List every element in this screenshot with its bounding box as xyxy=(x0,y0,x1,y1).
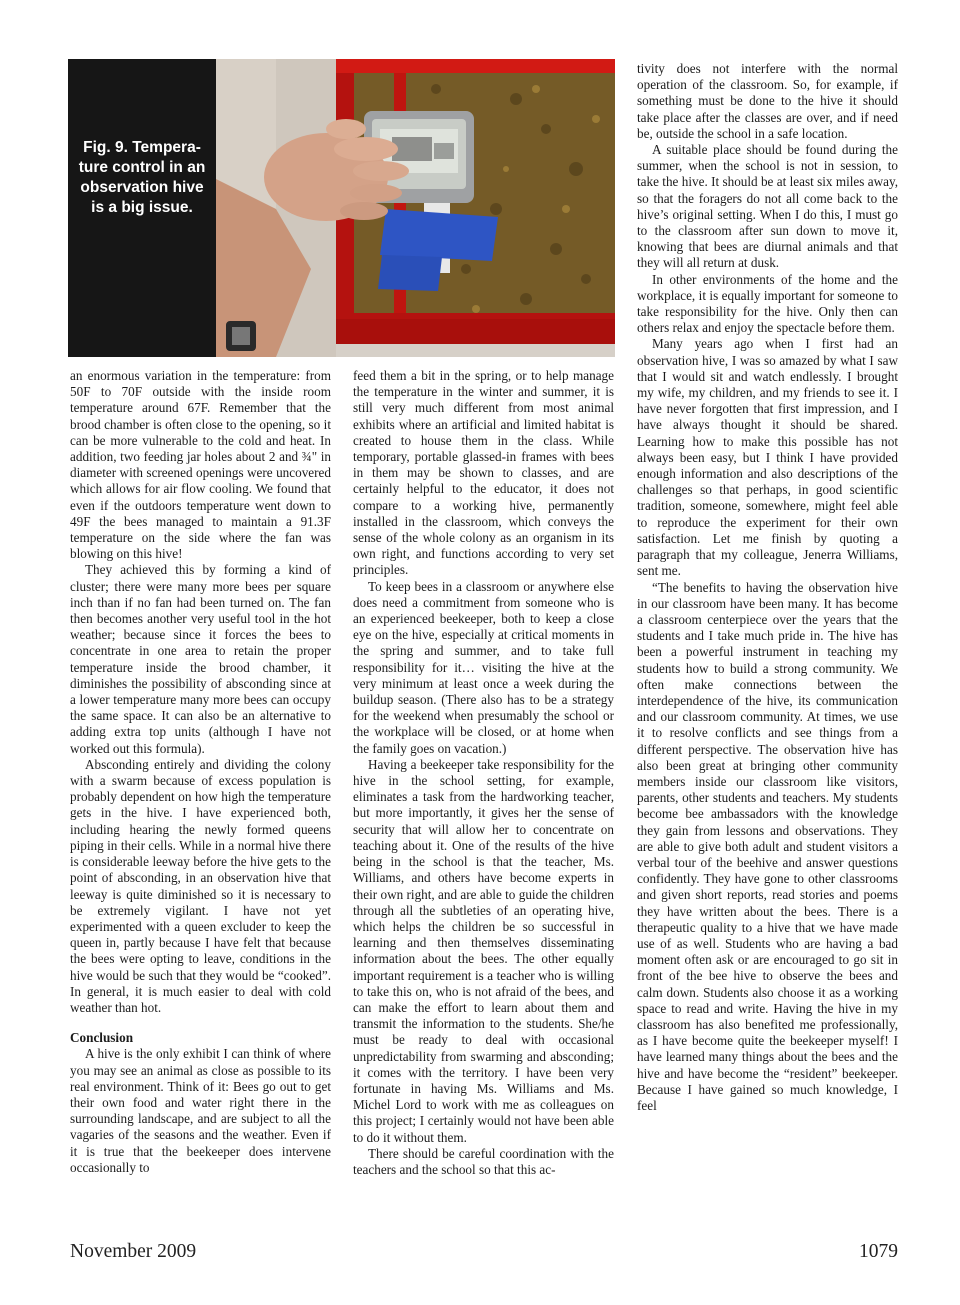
paragraph: A hive is the only exhibit I can think of where you may see an animal as close as possible to its real environment. Think of it: Bees go out to get their own food and water right there in the surrounding landscape, and are subject to all the vagaries of the seasons and the weather. Even if it is true that the beekeeper does intervene occasionally to xyxy=(70,1046,331,1175)
paragraph: an enormous variation in the temperature: from 50F to 70F outside with the inside room temperature around 67F. Remember that the brood chamber is often close to the opening, so it can be more vulnerable to the cold and heat. In addition, two feeding jar holes about 2 and ¾" in diameter with screened openings were uncovered which allows for air flow cooling. We found that even if the outdoors temperature went down to 49F the bees managed to maintain a 91.3F temperature on the side where the fan was blowing on this hive! xyxy=(70,368,331,562)
figure-photo-thermometer-hive xyxy=(216,59,615,357)
text-column-3 xyxy=(637,61,898,1114)
figure-9 xyxy=(68,59,615,357)
text-column-2 xyxy=(353,368,614,1178)
issue-date: November 2009 xyxy=(70,1241,197,1262)
paragraph: Absconding entirely and dividing the colony with a swarm because of excess population is probably dependent on how high the temperature gets in the hive. I have experienced both, including hearing the newly formed queens piping in their cells. While in a normal hive there is considerable leeway before the hive gets to the point of absconding, in an observation hive that leeway is quite diminished so it is necessary to be extremely vigilant. I have not yet experimented with a queen excluder to keep the queen in, partly because I have felt that because the bees were opting to leave, conditions in the hive would be such that they would be “cooked”. In general, it is much easier to deal with cold weather than hot. xyxy=(70,756,331,1015)
text-column-1 xyxy=(70,368,331,1176)
paragraph: Many years ago when I first had an observation hive, I was so amazed by what I saw that I would sit and watch endlessly. I brought my wife, my children, and my friends to see it. I have never forgotten that first impression, and I have always thought it should be shared. Learning how to make this possible has not always been easy, but I think I have provided enough information and also descriptions of the challenges so that perhaps, in good scientific tradition, someone, somewhere, might feel able to reproduce the experiment for their own satisfaction. Let me finish by quoting a paragraph that my colleague, Jenerra Williams, sent me. xyxy=(637,336,898,579)
paragraph: Having a beekeeper take responsibility for the hive in the school setting, for example, eliminates a task from the hardworking teacher, but more importantly, it gives her the sense of security that will allow her to concentrate on teaching about it. One of the results of the hive being in the school is that the teacher, Ms. Williams, and others have become experts in their own right, and are able to guide the children through all the subtleties of an operating hive, which helps the children be so successful in learning and then themselves disseminating information about the bees. The other equally important requirement is a teacher who is willing to take this on, who is not afraid of the bees, and can make the effort to learn about them and transmit the information to the students. She/he must be ready to deal with occasional unpredictability from swarming and absconding; it comes with the territory. I have been very fortunate in having Ms. Williams and Ms. Michel Lord to work with me as colleagues on this project; I certainly would not have been able to do it without them. xyxy=(353,756,614,1145)
paragraph: To keep bees in a classroom or anywhere else does need a commitment from someone who is an experienced beekeeper, both to keep a close eye on the hive, especially at critical moments in the spring and summer, and to take full responsibility for it… visiting the hive at the very minimum at least once a week during the buildup season. (There also has to be a strategy for the weekend when presumably the school or the workplace will be closed, or at home when the family goes on vacation.) xyxy=(353,578,614,756)
figure-caption-panel xyxy=(68,59,216,357)
paragraph: tivity does not interfere with the normal operation of the classroom. So, for example, if something must be done to the hive it should take place after the classes are over, and if need be, outside the school in a safe location. xyxy=(637,61,898,141)
section-heading-conclusion: Conclusion xyxy=(70,1030,134,1046)
page-number: 1079 xyxy=(859,1241,898,1262)
figure-caption: Fig. 9. Tempera-ture control in an observation hive is a big issue. xyxy=(78,139,206,216)
paragraph: A suitable place should be found during the summer, when the school is not in session, to take the hive. It should be at least six miles away, so that the foragers do not all come back to the hive’s original setting. When I do this, I must go to the classroom after sun down to move it, knowing that bees are diurnal animals and that they will all return at dusk. xyxy=(637,142,898,271)
paragraph: In other environments of the home and the workplace, it is equally important for someone to take responsibility for the hive. Only then can others relax and enjoy the spectacle before them. xyxy=(637,271,898,336)
paragraph: “The benefits to having the observation hive in our classroom have been many. It has become a classroom centerpiece over the years that the students and I take much pride in. The hive has been a powerful instrument in teaching my students how to build a strong community. We often make connections between the interdependence of the hive, its communication and our classroom community. At times, we use it to resolve conflicts and see things from a different perspective. The observation hive has also been great at bringing other community members inside our classroom like visitors, parents, other students and teachers. My students become bee ambassadors with the knowledge they gain from lessons and observations. They are able to give both adult and student visitors a verbal tour of the beehive and answer questions confidently. They have gone to other classrooms and given short reports, read stories and poems they have written about the bees. There is a therapeutic quality to a hive that we have made use of as well. Students who are having a bad moment often ask or are encouraged to go sit in front of the bee hive to observe the bees and calm down. Students also choose it as a working space to read and write. Having the hive in my classroom has also benefited me professionally, as I have become quite the beekeeper myself! I have learned many things about the bees and the hive and have become the “resident” beekeeper. Because I have gained so much knowledge, I feel xyxy=(637,579,898,1113)
paragraph: There should be careful coordination with the teachers and the school so that this ac- xyxy=(353,1145,614,1177)
paragraph: feed them a bit in the spring, or to help manage the temperature in the winter and summer, it is still very much different from most animal exhibits where an artificial and limited habitat is created to house them in the class. While temporary, portable glassed-in frames with bees in them may be shown to classes, and are certainly helpful to the educator, it does not compare to a working hive, permanently installed in the classroom, which conveys the sense of the whole colony as an organism in its own right, and functions according to very set principles. xyxy=(353,368,614,578)
paragraph: They achieved this by forming a kind of cluster; there were many more bees per square inch than if no fan had been turned on. The fan then becomes another very useful tool in the hot weather; because since it forces the bees to concentrate in one area to retain the proper temperature inside the brood chamber, it diminishes the possibility of absconding since at a lower temperature many more bees can occupy the same space. It can also be an alternative to adding extra top units (although I have not worked out this formula). xyxy=(70,562,331,756)
